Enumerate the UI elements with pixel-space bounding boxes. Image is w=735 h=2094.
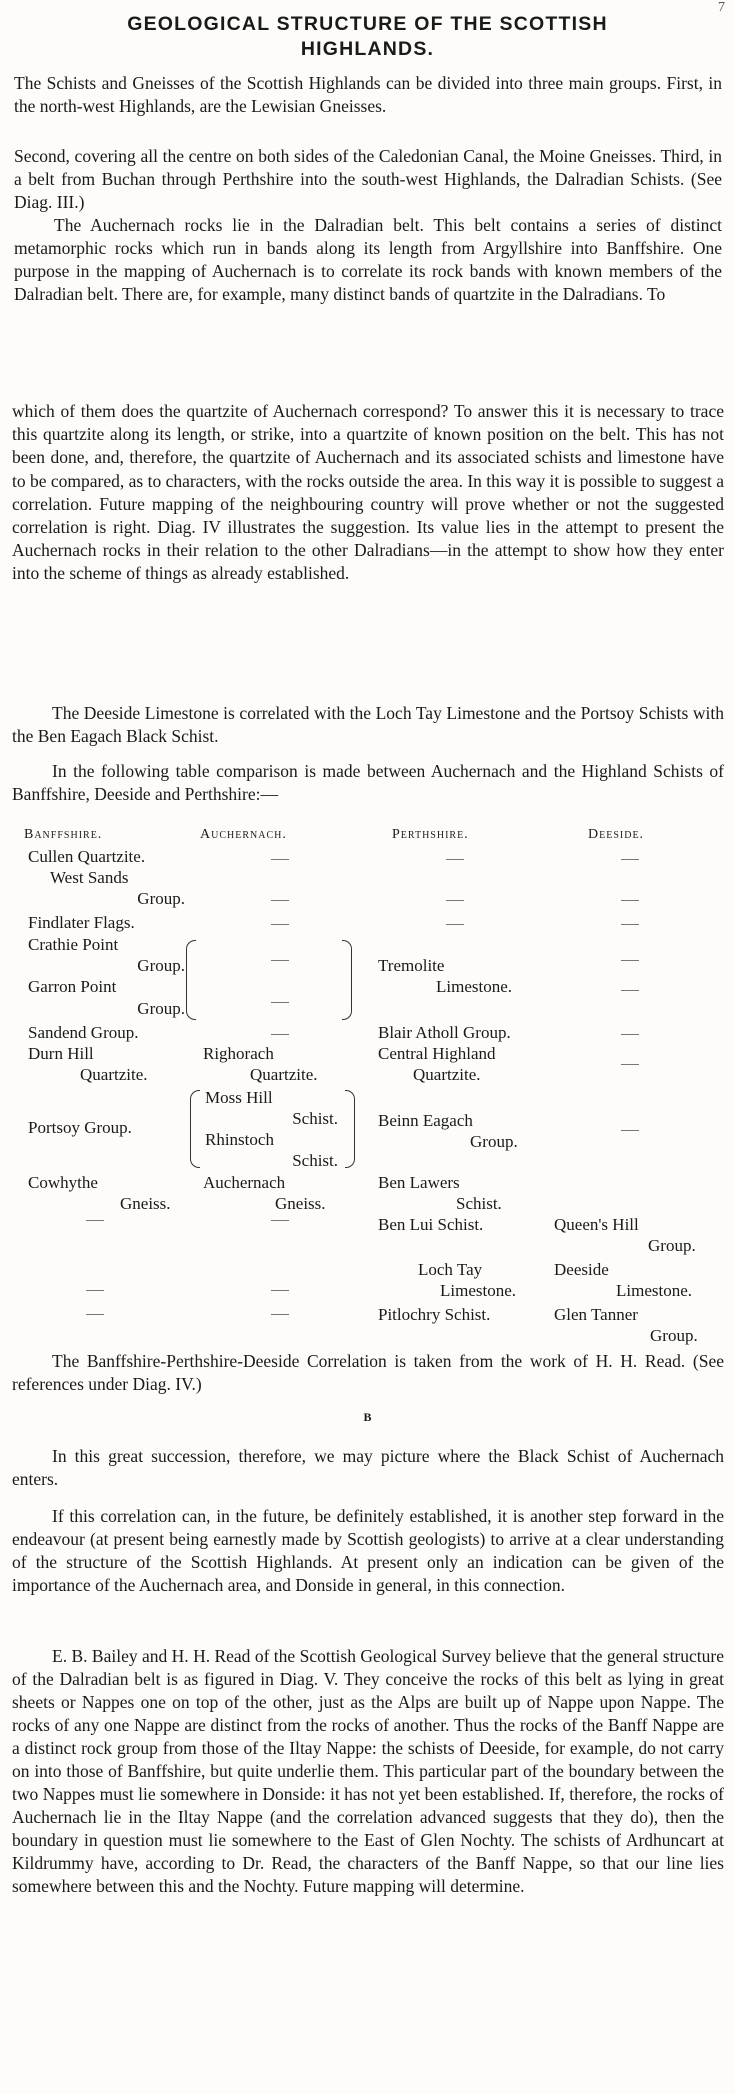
table-dash bbox=[621, 1064, 639, 1065]
table-dash bbox=[86, 1220, 104, 1221]
table-cell: Quartzite. bbox=[250, 1065, 318, 1084]
table-cell: Ben Lawers bbox=[378, 1173, 460, 1192]
table-cell: Crathie Point bbox=[28, 935, 119, 954]
table-cell: Queen's Hill bbox=[554, 1215, 639, 1234]
table-cell: Limestone. bbox=[616, 1281, 693, 1300]
paragraph-quartzite-correlation: which of them does the quartzite of Auchernach correspond? To answer this it is necessary to trace this quartzite along its length, or strike, into a quartzite of known position on the belt. This has not been done, and, therefore, the quartzite of Auchernach and its associated schists and limestone have to be compared, as to characters, with the rocks outside the area. In this way it is possible to suggest a correlation. Future mapping of the neighbouring country will prove whether or not the suggested correlation is right. Diag. IV illustrates the suggestion. Its value lies in the attempt to present the Auchernach rocks in their relation to the other Dalradians—in the attempt to show how they enter into the scheme of things as already established. bbox=[12, 401, 724, 584]
page-number: 7 bbox=[718, 0, 725, 15]
table-cell: Group. bbox=[650, 1326, 698, 1345]
table-dash bbox=[271, 859, 289, 860]
table-cell: Glen Tanner bbox=[554, 1305, 638, 1324]
table-cell: Quartzite. bbox=[80, 1065, 148, 1084]
table-cell: Schist. bbox=[292, 1151, 338, 1170]
table-dash bbox=[86, 1290, 104, 1291]
table-dash bbox=[621, 924, 639, 925]
paragraph-auchernach-belt: The Auchernach rocks lie in the Dalradian belt. This belt contains a series of distinct metamorphic rocks which run in bands along its length from Argyllshire into Banffshire. One purpose in the mapping of Auchernach is to correlate its rock bands with known members of the Dalradian belt. There are, for example, many distinct bands of quartzite in the Dalradians. To bbox=[14, 215, 722, 304]
paragraph-correlation-source: The Banffshire-Perthshire-Deeside Correlation is taken from the work of H. H. Read. (See references under Diag. IV.) bbox=[12, 1351, 724, 1394]
table-cell: Blair Atholl Group. bbox=[378, 1023, 511, 1042]
table-dash bbox=[621, 990, 639, 991]
paragraph-second-group: Second, covering all the centre on both sides of the Caledonian Canal, the Moine Gneisses. Third, in a belt from Buchan through Perthshire into the south-west Highlands, the Dalradian Schists. (See Diag. III.) bbox=[14, 146, 722, 212]
paragraph-table-intro: In the following table comparison is made between Auchernach and the Highland Schists of Banffshire, Deeside and Perthshire:— bbox=[12, 761, 724, 804]
paragraph-deeside-limestone: The Deeside Limestone is correlated with the Loch Tay Limestone and the Portsoy Schists with the Ben Eagach Black Schist. bbox=[12, 703, 724, 746]
title-line-1: GEOLOGICAL STRUCTURE OF THE SCOTTISH bbox=[127, 13, 608, 35]
table-cell: Portsoy Group. bbox=[28, 1118, 132, 1137]
table-dash bbox=[621, 1034, 639, 1035]
table-cell: Quartzite. bbox=[413, 1065, 481, 1084]
header-auchernach: Auchernach. bbox=[200, 827, 287, 842]
table-dash bbox=[271, 1220, 289, 1221]
table-cell: Auchernach bbox=[203, 1173, 286, 1192]
table-cell: Cullen Quartzite. bbox=[28, 847, 146, 866]
header-perthshire: Perthshire. bbox=[392, 827, 469, 842]
paragraph-nappes: E. B. Bailey and H. H. Read of the Scottish Geological Survey believe that the general structure of the Dalradian belt is as figured in Diag. V. They conceive the rocks of this belt as lying in great sheets or Nappes one on top of the other, just as the Alps are built up of Nappe upon Nappe. The rocks of any one Nappe are distinct from the rocks of another. Thus the rocks of the Banff Nappe are a distinct rock group from those of the Iltay Nappe: the schists of Deeside, for example, do not carry on into those of Banffshire, but quite underlie them. This particular part of the boundary between the two Nappes must lie somewhere in Donside: it has not yet been established. If, therefore, the rocks of Auchernach lie in the Iltay Nappe (and the correlation advanced suggests that they do), then the boundary in question must lie somewhere to the East of Glen Nochty. The schists of Ardhuncart at Kildrummy have, according to Dr. Read, the characters of the Banff Nappe, so that our line lies somewhere between this and the Nochty. Future mapping will determine. bbox=[12, 1646, 724, 1896]
right-brace bbox=[342, 940, 352, 1020]
table-cell: Beinn Eagach bbox=[378, 1111, 473, 1130]
paragraph-intro: The Schists and Gneisses of the Scottish Highlands can be divided into three main groups. First, in the north-west Highlands, are the Lewisian Gneisses. bbox=[14, 73, 722, 116]
table-dash bbox=[86, 1314, 104, 1315]
table-cell: Limestone. bbox=[436, 977, 513, 996]
table-cell: Ben Lui Schist. bbox=[378, 1215, 484, 1234]
table-dash bbox=[446, 900, 464, 901]
table-cell: Moss Hill bbox=[205, 1088, 273, 1107]
table-dash bbox=[271, 900, 289, 901]
left-brace bbox=[186, 940, 196, 1020]
table-dash bbox=[271, 924, 289, 925]
table-cell: Garron Point bbox=[28, 977, 117, 996]
table-cell: Group. bbox=[137, 999, 185, 1018]
table-cell: Findlater Flags. bbox=[28, 913, 135, 932]
table-cell: Central Highland bbox=[378, 1044, 496, 1063]
table-cell: Group. bbox=[137, 889, 185, 908]
table-dash bbox=[621, 1130, 639, 1131]
table-dash bbox=[271, 1290, 289, 1291]
table-dash bbox=[271, 1002, 289, 1003]
table-cell: Schist. bbox=[456, 1194, 502, 1213]
table-dash bbox=[271, 960, 289, 961]
table-dash bbox=[621, 960, 639, 961]
table-cell: Tremolite bbox=[378, 956, 445, 975]
left-brace bbox=[190, 1090, 200, 1168]
signature-mark: B bbox=[363, 1410, 372, 1424]
table-cell: Deeside bbox=[554, 1260, 609, 1279]
table-dash bbox=[446, 859, 464, 860]
paragraph-future-correlation: If this correlation can, in the future, be definitely established, it is another step forward in the endeavour (at present being earnestly made by Scottish geologists) to arrive at a clear understanding of the structure of the Scottish Highlands. At present only an indication can be given of the importance of the Auchernach area, and Donside in general, in this connection. bbox=[12, 1506, 724, 1595]
table-dash bbox=[271, 1034, 289, 1035]
table-cell: Group. bbox=[137, 956, 185, 975]
table-cell: Limestone. bbox=[440, 1281, 517, 1300]
table-dash bbox=[446, 924, 464, 925]
table-cell: Loch Tay bbox=[418, 1260, 483, 1279]
header-deeside: Deeside. bbox=[588, 827, 645, 842]
table-cell: Pitlochry Schist. bbox=[378, 1305, 491, 1324]
title-line-2: HIGHLANDS. bbox=[300, 38, 435, 60]
table-cell: Cowhythe bbox=[28, 1173, 98, 1192]
table-cell: Gneiss. bbox=[120, 1194, 171, 1213]
header-banffshire: Banffshire. bbox=[24, 827, 103, 842]
page-title bbox=[0, 12, 735, 62]
right-brace bbox=[345, 1090, 355, 1168]
table-cell: Group. bbox=[470, 1132, 518, 1151]
table-cell: Schist. bbox=[292, 1109, 338, 1128]
table-dash bbox=[621, 900, 639, 901]
paragraph-black-schist: In this great succession, therefore, we may picture where the Black Schist of Auchernach enters. bbox=[12, 1446, 724, 1489]
table-cell: Gneiss. bbox=[275, 1194, 326, 1213]
table-cell: West Sands bbox=[50, 868, 129, 887]
table-cell: Righorach bbox=[203, 1044, 274, 1063]
table-dash bbox=[621, 859, 639, 860]
table-cell: Group. bbox=[648, 1236, 696, 1255]
table-cell: Durn Hill bbox=[28, 1044, 94, 1063]
table-dash bbox=[271, 1314, 289, 1315]
table-cell: Rhinstoch bbox=[205, 1130, 274, 1149]
table-cell: Sandend Group. bbox=[28, 1023, 139, 1042]
